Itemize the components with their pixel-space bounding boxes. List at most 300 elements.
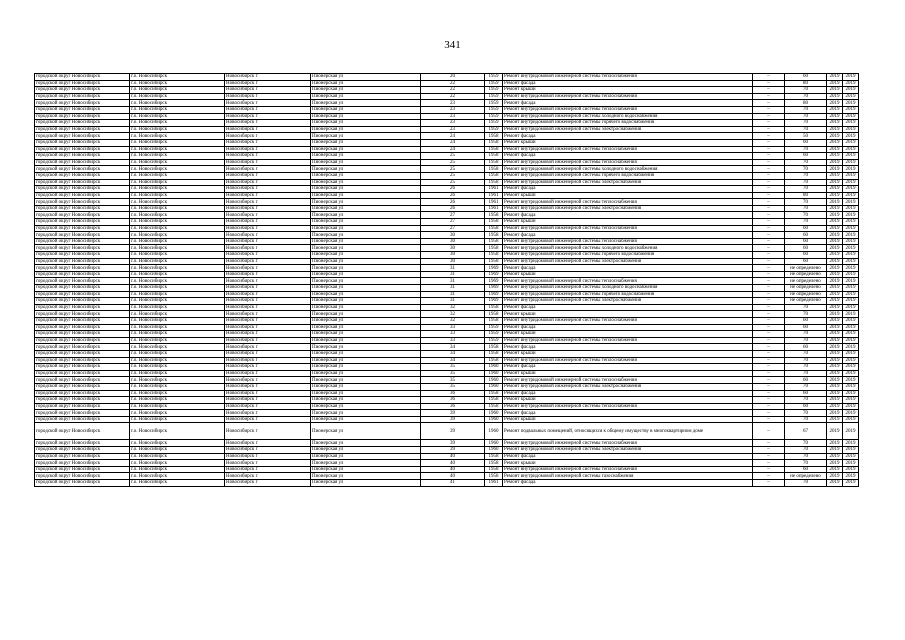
cell-locality: Новосибирск г: [225, 285, 311, 292]
cell-year-end: 2019: [843, 126, 859, 133]
cell-year-end: 2019: [843, 390, 859, 397]
table-row: [35, 146, 859, 153]
cell-year-end: 2019: [843, 278, 859, 285]
cell-locality: Новосибирск г: [225, 74, 311, 81]
cell-dash: –: [753, 93, 785, 100]
table-row: [35, 370, 859, 377]
cell-year-start: 2019: [827, 285, 843, 292]
cell-term: 70: [785, 87, 827, 94]
cell-locality: Новосибирск г: [225, 271, 311, 278]
cell-term: 60: [785, 153, 827, 160]
cell-street: Пионерская ул: [311, 460, 421, 467]
cell-house: 31: [421, 271, 485, 278]
cell-settlement-type: г.о. Новосибирск: [130, 265, 225, 272]
cell-street: Пионерская ул: [311, 466, 421, 473]
cell-municipality: городской округ Новосибирск: [35, 106, 130, 113]
cell-street: Пионерская ул: [311, 357, 421, 364]
cell-house: 25: [421, 153, 485, 160]
cell-year: 1959: [485, 126, 503, 133]
cell-year: 1958: [485, 357, 503, 364]
cell-work-type: Ремонт внутридомовой инженерной системы холодного водоснабжения: [503, 166, 753, 173]
cell-dash: –: [753, 192, 785, 199]
cell-year: 1961: [485, 199, 503, 206]
cell-locality: Новосибирск г: [225, 278, 311, 285]
cell-year-start: 2019: [827, 159, 843, 166]
cell-work-type: Ремонт фасада: [503, 453, 753, 460]
cell-work-type: Ремонт внутридомовой инженерной системы электроснабжения: [503, 383, 753, 390]
cell-term: не определено: [785, 271, 827, 278]
cell-year-start: 2019: [827, 205, 843, 212]
cell-settlement-type: г.о. Новосибирск: [130, 120, 225, 127]
cell-municipality: городской округ Новосибирск: [35, 258, 130, 265]
cell-year-start: 2019: [827, 87, 843, 94]
cell-settlement-type: г.о. Новосибирск: [130, 100, 225, 107]
cell-dash: –: [753, 225, 785, 232]
cell-dash: –: [753, 317, 785, 324]
cell-street: Пионерская ул: [311, 146, 421, 153]
cell-work-type: Ремонт внутридомовой инженерной системы теплоснабжения: [503, 403, 753, 410]
cell-street: Пионерская ул: [311, 133, 421, 140]
cell-term: не определено: [785, 298, 827, 305]
cell-term: 70: [785, 311, 827, 318]
cell-settlement-type: г.о. Новосибирск: [130, 285, 225, 292]
table-row: [35, 324, 859, 331]
cell-municipality: городской округ Новосибирск: [35, 423, 130, 440]
cell-settlement-type: г.о. Новосибирск: [130, 153, 225, 160]
cell-settlement-type: г.о. Новосибирск: [130, 377, 225, 384]
cell-dash: –: [753, 390, 785, 397]
cell-settlement-type: г.о. Новосибирск: [130, 87, 225, 94]
cell-house: 22: [421, 93, 485, 100]
cell-street: Пионерская ул: [311, 258, 421, 265]
cell-locality: Новосибирск г: [225, 252, 311, 259]
cell-settlement-type: г.о. Новосибирск: [130, 80, 225, 87]
cell-dash: –: [753, 344, 785, 351]
cell-dash: –: [753, 480, 785, 487]
table-row: [35, 212, 859, 219]
cell-year: 1958: [485, 245, 503, 252]
cell-year-end: 2019: [843, 120, 859, 127]
cell-settlement-type: г.о. Новосибирск: [130, 278, 225, 285]
cell-year-start: 2019: [827, 344, 843, 351]
cell-house: 27: [421, 212, 485, 219]
cell-term: 70: [785, 447, 827, 454]
table-row: [35, 172, 859, 179]
cell-year: 1960: [485, 423, 503, 440]
cell-year-start: 2019: [827, 192, 843, 199]
table-row: [35, 453, 859, 460]
cell-locality: Новосибирск г: [225, 192, 311, 199]
cell-work-type: Ремонт внутридомовой инженерной системы электроснабжения: [503, 447, 753, 454]
cell-house: 27: [421, 225, 485, 232]
table-row: [35, 106, 859, 113]
cell-house: 35: [421, 364, 485, 371]
cell-term: 60: [785, 232, 827, 239]
cell-term: 60: [785, 139, 827, 146]
cell-year-end: 2019: [843, 172, 859, 179]
cell-municipality: городской округ Новосибирск: [35, 232, 130, 239]
cell-year-start: 2019: [827, 291, 843, 298]
cell-street: Пионерская ул: [311, 350, 421, 357]
cell-settlement-type: г.о. Новосибирск: [130, 304, 225, 311]
cell-year-end: 2019: [843, 453, 859, 460]
cell-locality: Новосибирск г: [225, 120, 311, 127]
cell-year-start: 2019: [827, 139, 843, 146]
cell-term: 60: [785, 258, 827, 265]
cell-municipality: городской округ Новосибирск: [35, 357, 130, 364]
cell-dash: –: [753, 447, 785, 454]
cell-street: Пионерская ул: [311, 192, 421, 199]
cell-work-type: Ремонт крыши: [503, 219, 753, 226]
cell-street: Пионерская ул: [311, 447, 421, 454]
cell-settlement-type: г.о. Новосибирск: [130, 350, 225, 357]
cell-term: 60: [785, 324, 827, 331]
cell-house: 22: [421, 80, 485, 87]
cell-year-start: 2019: [827, 146, 843, 153]
cell-settlement-type: г.о. Новосибирск: [130, 460, 225, 467]
cell-term: 60: [785, 403, 827, 410]
cell-street: Пионерская ул: [311, 252, 421, 259]
cell-term: 70: [785, 219, 827, 226]
table-row: [35, 205, 859, 212]
cell-settlement-type: г.о. Новосибирск: [130, 440, 225, 447]
cell-year-end: 2019: [843, 344, 859, 351]
cell-year-end: 2019: [843, 311, 859, 318]
cell-dash: –: [753, 146, 785, 153]
cell-work-type: Ремонт фасада: [503, 324, 753, 331]
cell-term: 70: [785, 440, 827, 447]
cell-municipality: городской округ Новосибирск: [35, 205, 130, 212]
repair-schedule-table: [34, 73, 859, 487]
cell-year-start: 2019: [827, 473, 843, 480]
cell-year: 1958: [485, 403, 503, 410]
cell-house: 24: [421, 146, 485, 153]
cell-dash: –: [753, 133, 785, 140]
cell-work-type: Ремонт внутридомовой инженерной системы теплоснабжения: [503, 146, 753, 153]
cell-settlement-type: г.о. Новосибирск: [130, 205, 225, 212]
table-row: [35, 416, 859, 423]
cell-house: 34: [421, 344, 485, 351]
cell-work-type: Ремонт крыши: [503, 350, 753, 357]
cell-work-type: Ремонт крыши: [503, 397, 753, 404]
cell-house: 30: [421, 232, 485, 239]
cell-year-start: 2019: [827, 212, 843, 219]
cell-year: 1959: [485, 120, 503, 127]
cell-street: Пионерская ул: [311, 298, 421, 305]
cell-year-start: 2019: [827, 133, 843, 140]
cell-settlement-type: г.о. Новосибирск: [130, 466, 225, 473]
cell-dash: –: [753, 364, 785, 371]
cell-year: 1960: [485, 416, 503, 423]
cell-house: 22: [421, 87, 485, 94]
table-row: [35, 74, 859, 81]
cell-municipality: городской округ Новосибирск: [35, 93, 130, 100]
cell-house: 39: [421, 447, 485, 454]
cell-year: 1958: [485, 139, 503, 146]
cell-work-type: Ремонт крыши: [503, 460, 753, 467]
cell-work-type: Ремонт внутридомовой инженерной системы теплоснабжения: [503, 377, 753, 384]
cell-street: Пионерская ул: [311, 232, 421, 239]
table-row: [35, 139, 859, 146]
cell-dash: –: [753, 331, 785, 338]
cell-street: Пионерская ул: [311, 139, 421, 146]
cell-year-end: 2019: [843, 153, 859, 160]
cell-house: 25: [421, 172, 485, 179]
cell-municipality: городской округ Новосибирск: [35, 199, 130, 206]
cell-locality: Новосибирск г: [225, 153, 311, 160]
cell-year: 1960: [485, 447, 503, 454]
cell-work-type: Ремонт крыши: [503, 370, 753, 377]
cell-term: 70: [785, 453, 827, 460]
cell-term: 70: [785, 350, 827, 357]
table-row: [35, 126, 859, 133]
cell-year: 1958: [485, 304, 503, 311]
cell-year-start: 2019: [827, 324, 843, 331]
cell-year-end: 2019: [843, 225, 859, 232]
cell-street: Пионерская ул: [311, 453, 421, 460]
cell-dash: –: [753, 285, 785, 292]
cell-locality: Новосибирск г: [225, 410, 311, 417]
cell-year-start: 2019: [827, 74, 843, 81]
cell-year: 1958: [485, 166, 503, 173]
cell-street: Пионерская ул: [311, 324, 421, 331]
cell-year-end: 2019: [843, 179, 859, 186]
cell-work-type: Ремонт фасада: [503, 212, 753, 219]
cell-dash: –: [753, 460, 785, 467]
cell-locality: Новосибирск г: [225, 416, 311, 423]
cell-year-end: 2019: [843, 383, 859, 390]
cell-settlement-type: г.о. Новосибирск: [130, 232, 225, 239]
cell-municipality: городской округ Новосибирск: [35, 317, 130, 324]
cell-locality: Новосибирск г: [225, 133, 311, 140]
cell-work-type: Ремонт крыши: [503, 416, 753, 423]
cell-year-start: 2019: [827, 397, 843, 404]
table-row: [35, 344, 859, 351]
cell-street: Пионерская ул: [311, 473, 421, 480]
cell-dash: –: [753, 416, 785, 423]
cell-municipality: городской округ Новосибирск: [35, 100, 130, 107]
cell-municipality: городской округ Новосибирск: [35, 416, 130, 423]
cell-locality: Новосибирск г: [225, 80, 311, 87]
table-row: [35, 298, 859, 305]
cell-term: 70: [785, 337, 827, 344]
cell-municipality: городской округ Новосибирск: [35, 225, 130, 232]
cell-term: 80: [785, 80, 827, 87]
cell-house: 20: [421, 74, 485, 81]
cell-locality: Новосибирск г: [225, 304, 311, 311]
cell-year: 1960: [485, 364, 503, 371]
cell-settlement-type: г.о. Новосибирск: [130, 199, 225, 206]
cell-street: Пионерская ул: [311, 311, 421, 318]
table-row: [35, 447, 859, 454]
cell-house: 30: [421, 252, 485, 259]
cell-dash: –: [753, 377, 785, 384]
cell-work-type: Ремонт фасада: [503, 364, 753, 371]
cell-street: Пионерская ул: [311, 265, 421, 272]
cell-locality: Новосибирск г: [225, 179, 311, 186]
cell-settlement-type: г.о. Новосибирск: [130, 186, 225, 193]
cell-year-start: 2019: [827, 113, 843, 120]
cell-year-start: 2019: [827, 245, 843, 252]
cell-year-end: 2019: [843, 364, 859, 371]
table-row: [35, 311, 859, 318]
table-row: [35, 390, 859, 397]
cell-street: Пионерская ул: [311, 153, 421, 160]
cell-year: 1958: [485, 219, 503, 226]
cell-dash: –: [753, 410, 785, 417]
cell-house: 41: [421, 480, 485, 487]
cell-work-type: Ремонт крыши: [503, 192, 753, 199]
cell-year-start: 2019: [827, 337, 843, 344]
cell-settlement-type: г.о. Новосибирск: [130, 298, 225, 305]
cell-house: 36: [421, 390, 485, 397]
cell-municipality: городской округ Новосибирск: [35, 311, 130, 318]
cell-year-end: 2019: [843, 93, 859, 100]
cell-dash: –: [753, 166, 785, 173]
table-row: [35, 258, 859, 265]
cell-year-end: 2019: [843, 377, 859, 384]
cell-year-start: 2019: [827, 298, 843, 305]
cell-locality: Новосибирск г: [225, 159, 311, 166]
cell-year: 1959: [485, 337, 503, 344]
cell-street: Пионерская ул: [311, 93, 421, 100]
cell-term: 70: [785, 166, 827, 173]
cell-year: 1969: [485, 271, 503, 278]
cell-municipality: городской округ Новосибирск: [35, 410, 130, 417]
cell-street: Пионерская ул: [311, 304, 421, 311]
cell-year-end: 2019: [843, 113, 859, 120]
table-row: [35, 252, 859, 259]
cell-dash: –: [753, 179, 785, 186]
table-row: [35, 337, 859, 344]
cell-term: 60: [785, 245, 827, 252]
cell-locality: Новосибирск г: [225, 364, 311, 371]
cell-municipality: городской округ Новосибирск: [35, 74, 130, 81]
cell-locality: Новосибирск г: [225, 205, 311, 212]
cell-term: 70: [785, 416, 827, 423]
cell-term: 70: [785, 179, 827, 186]
cell-house: 25: [421, 159, 485, 166]
cell-year-end: 2019: [843, 370, 859, 377]
cell-street: Пионерская ул: [311, 278, 421, 285]
cell-house: 30: [421, 245, 485, 252]
cell-year-start: 2019: [827, 377, 843, 384]
cell-locality: Новосибирск г: [225, 390, 311, 397]
cell-municipality: городской округ Новосибирск: [35, 460, 130, 467]
cell-year-start: 2019: [827, 225, 843, 232]
cell-year-end: 2019: [843, 219, 859, 226]
cell-year-start: 2019: [827, 100, 843, 107]
table-row: [35, 285, 859, 292]
cell-municipality: городской округ Новосибирск: [35, 440, 130, 447]
cell-street: Пионерская ул: [311, 377, 421, 384]
cell-settlement-type: г.о. Новосибирск: [130, 219, 225, 226]
cell-year: 1958: [485, 453, 503, 460]
cell-year-start: 2019: [827, 331, 843, 338]
cell-locality: Новосибирск г: [225, 113, 311, 120]
cell-settlement-type: г.о. Новосибирск: [130, 383, 225, 390]
cell-settlement-type: г.о. Новосибирск: [130, 93, 225, 100]
cell-year: 1958: [485, 311, 503, 318]
cell-dash: –: [753, 139, 785, 146]
cell-term: 80: [785, 100, 827, 107]
cell-settlement-type: г.о. Новосибирск: [130, 364, 225, 371]
cell-year: 1958: [485, 466, 503, 473]
cell-settlement-type: г.о. Новосибирск: [130, 344, 225, 351]
cell-year: 1958: [485, 133, 503, 140]
cell-settlement-type: г.о. Новосибирск: [130, 159, 225, 166]
cell-street: Пионерская ул: [311, 179, 421, 186]
cell-street: Пионерская ул: [311, 186, 421, 193]
cell-settlement-type: г.о. Новосибирск: [130, 453, 225, 460]
cell-year-start: 2019: [827, 410, 843, 417]
cell-street: Пионерская ул: [311, 126, 421, 133]
cell-street: Пионерская ул: [311, 199, 421, 206]
cell-year: 1969: [485, 291, 503, 298]
cell-year-end: 2019: [843, 74, 859, 81]
cell-house: 26: [421, 186, 485, 193]
cell-locality: Новосибирск г: [225, 245, 311, 252]
cell-year-end: 2019: [843, 87, 859, 94]
cell-locality: Новосибирск г: [225, 126, 311, 133]
cell-municipality: городской округ Новосибирск: [35, 245, 130, 252]
cell-settlement-type: г.о. Новосибирск: [130, 447, 225, 454]
cell-work-type: Ремонт внутридомовой инженерной системы теплоснабжения: [503, 159, 753, 166]
cell-house: 31: [421, 291, 485, 298]
cell-work-type: Ремонт внутридомовой инженерной системы теплоснабжения: [503, 337, 753, 344]
cell-house: 34: [421, 350, 485, 357]
cell-year-end: 2019: [843, 447, 859, 454]
cell-year: 1960: [485, 410, 503, 417]
cell-work-type: Ремонт внутридомовой инженерной системы горячего водоснабжения: [503, 252, 753, 259]
cell-municipality: городской округ Новосибирск: [35, 304, 130, 311]
cell-work-type: Ремонт внутридомовой инженерной системы газоснабжения: [503, 473, 753, 480]
cell-house: 31: [421, 298, 485, 305]
table-row: [35, 113, 859, 120]
cell-term: 80: [785, 192, 827, 199]
cell-settlement-type: г.о. Новосибирск: [130, 139, 225, 146]
cell-year-end: 2019: [843, 460, 859, 467]
cell-year: 1959: [485, 324, 503, 331]
cell-year-end: 2019: [843, 186, 859, 193]
cell-term: 50: [785, 133, 827, 140]
cell-street: Пионерская ул: [311, 480, 421, 487]
cell-work-type: Ремонт внутридомовой инженерной системы холодного водоснабжения: [503, 285, 753, 292]
cell-year: 1960: [485, 377, 503, 384]
cell-year: 1969: [485, 278, 503, 285]
cell-street: Пионерская ул: [311, 370, 421, 377]
cell-locality: Новосибирск г: [225, 423, 311, 440]
cell-year: 1958: [485, 317, 503, 324]
cell-year-end: 2019: [843, 397, 859, 404]
page-number: 341: [444, 39, 461, 51]
cell-work-type: Ремонт фасада: [503, 410, 753, 417]
cell-year-start: 2019: [827, 304, 843, 311]
cell-year: 1958: [485, 238, 503, 245]
cell-year-end: 2019: [843, 473, 859, 480]
cell-year: 1958: [485, 225, 503, 232]
cell-term: 60: [785, 252, 827, 259]
cell-municipality: городской округ Новосибирск: [35, 192, 130, 199]
cell-locality: Новосибирск г: [225, 186, 311, 193]
cell-house: 30: [421, 238, 485, 245]
table-row: [35, 245, 859, 252]
cell-settlement-type: г.о. Новосибирск: [130, 133, 225, 140]
cell-year-start: 2019: [827, 80, 843, 87]
cell-term: 70: [785, 370, 827, 377]
cell-house: 32: [421, 311, 485, 318]
cell-year-start: 2019: [827, 172, 843, 179]
